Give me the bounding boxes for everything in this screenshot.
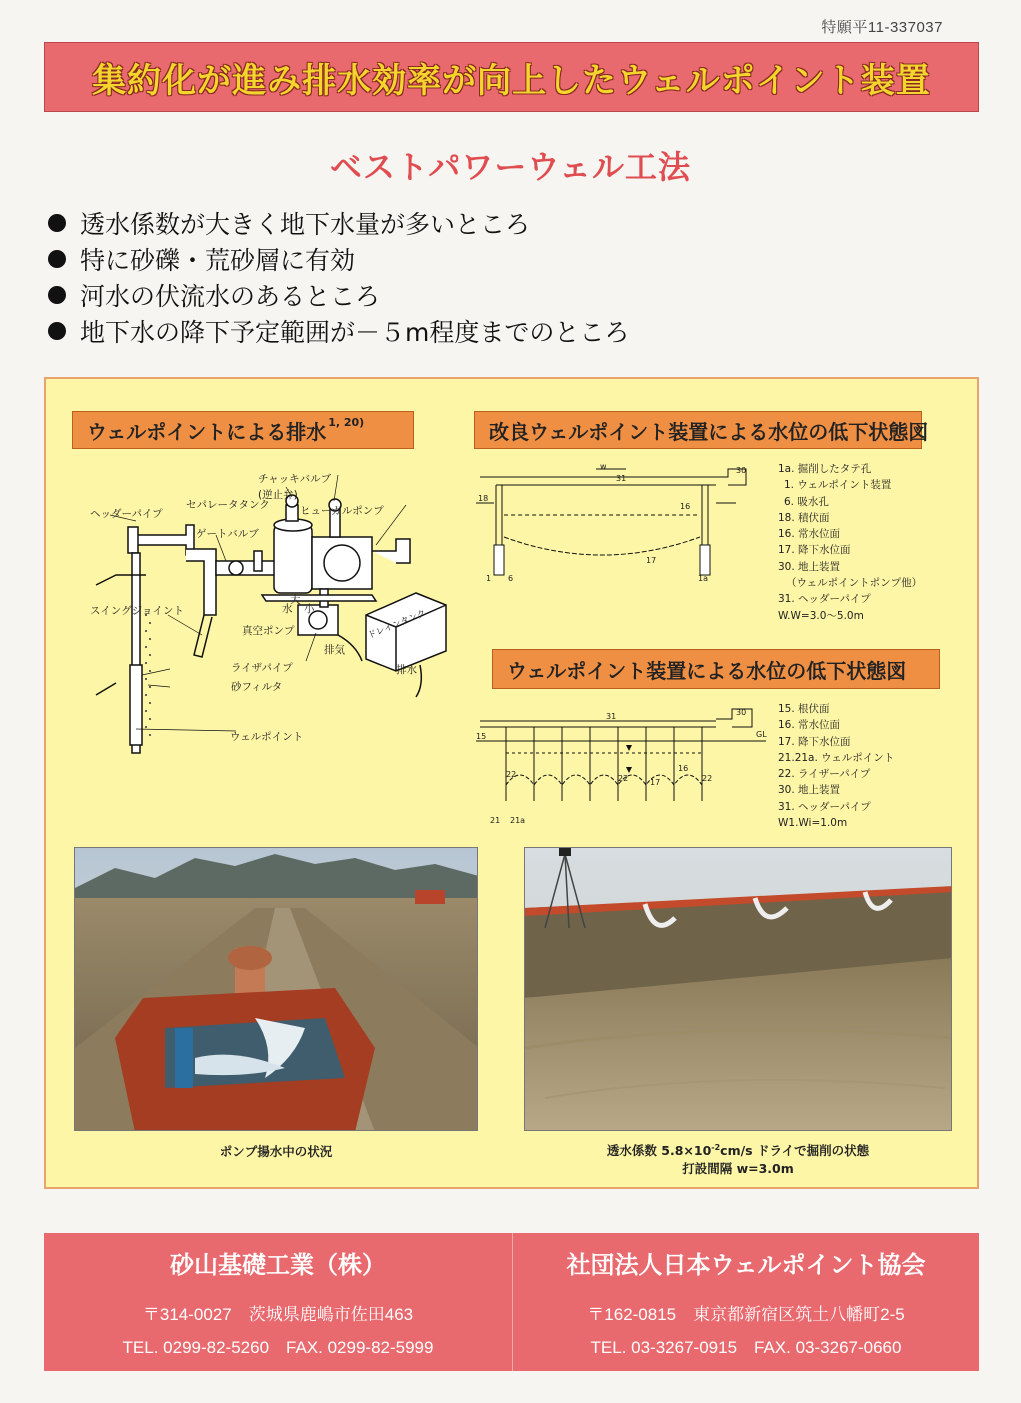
label-vacuum-pump: 真空ポンプ (242, 625, 295, 637)
label-exhaust: 排気 (324, 644, 345, 656)
list-item (48, 241, 629, 277)
mark-17b: 17 (650, 778, 661, 787)
label-drainage: 排水 (396, 664, 417, 676)
list-item-text: 地下水の降下予定範囲が－５m程度までのところ (80, 318, 630, 347)
label-check-valve-sub: (逆止弁) (258, 489, 298, 501)
company-address: 〒314-0027 茨城県鹿嶋市佐田463 (142, 1305, 414, 1324)
list-item (48, 313, 629, 349)
label-sand-filter: 砂フィルタ (231, 681, 283, 693)
list-item-text: 河水の伏流水のあるところ (80, 282, 381, 311)
list-item (48, 205, 629, 241)
label-riser-pipe: ライザパイプ (231, 662, 293, 674)
label-well-point: ウェルポイント (230, 731, 304, 743)
page-subtitle: ベストパワーウェル工法 (329, 148, 692, 186)
footer-left-company (44, 1233, 512, 1371)
legend-item: 30. 地上装置 (778, 784, 841, 797)
pump-scene-image (75, 848, 478, 1131)
title-banner (44, 42, 979, 112)
company-phone: TEL. 0299-82-5260 FAX. 0299-82-5999 (122, 1338, 434, 1357)
bullet-icon (48, 214, 66, 232)
mark-17: 17 (646, 556, 657, 565)
label-small: 小 (304, 603, 315, 615)
mark-6: 6 (508, 574, 514, 583)
label-drain-tank: ドレインタンク (366, 608, 428, 642)
section-title: 改良ウェルポイント装置による水位の低下状態図 (489, 419, 929, 444)
legend-item: 22. ライザーパイプ (778, 768, 871, 781)
mark-22: 22 (506, 770, 517, 779)
section-label-improved-diagram (474, 411, 929, 449)
caption-right (524, 1139, 952, 1178)
legend-item: 17. 降下水位面 (778, 735, 851, 748)
caption-exponent: -2 (711, 1143, 721, 1152)
section-label-standard-diagram (492, 649, 940, 689)
footer-right-association (513, 1233, 979, 1371)
legend-item: 30. 地上装置 (778, 560, 841, 573)
label-large: 大 (290, 594, 301, 606)
photo-pump-discharge (74, 847, 478, 1131)
mark-21: 21 (490, 816, 501, 825)
reference-mark: 1, 20) (328, 416, 365, 429)
bullet-icon (48, 286, 66, 304)
mark-16b: 16 (678, 764, 689, 773)
mark-1: 1 (486, 574, 492, 583)
caption-right-line2: 打設間隔 w=3.0m (682, 1161, 794, 1177)
legend-item: 31. ヘッダーパイプ (778, 593, 871, 606)
legend-item: （ウェルポイントポンプ他） (786, 577, 923, 590)
caption-left: ポンプ揚水中の状況 (219, 1144, 333, 1159)
legend-item: 31. ヘッダーパイプ (778, 800, 871, 813)
mark-1a: 1a (698, 574, 708, 583)
mark-30b: 30 (736, 708, 747, 717)
illustration-panel (44, 377, 979, 1189)
legend-item: 17. 降下水位面 (778, 544, 851, 557)
label-centrifugal-pump: ヒューガルポンプ (300, 505, 384, 517)
association-name: 社団法人日本ウェルポイント協会 (566, 1251, 926, 1279)
association-phone: TEL. 03-3267-0915 FAX. 03-3267-0660 (590, 1338, 902, 1357)
mark-22b: 22 (618, 774, 629, 783)
list-item (48, 277, 629, 313)
section-label-wellpoint-drainage (72, 411, 414, 449)
mark-30: 30 (736, 466, 747, 475)
mark-18: 18 (478, 494, 489, 503)
mark-w: w (600, 462, 607, 471)
label-header-pipe: ヘッダーパイプ (90, 508, 163, 520)
caption-right-line1 (524, 1139, 952, 1160)
legend-item: 18. 積伏面 (778, 511, 830, 524)
footer-contact (44, 1233, 979, 1371)
legend-item: W1.Wi=1.0m (778, 817, 848, 830)
legend-item: 16. 常水位面 (778, 528, 841, 541)
excavation-scene-image (525, 848, 952, 1131)
list-item-text: 透水係数が大きく地下水量が多いところ (80, 210, 531, 239)
legend-item: 6. 吸水孔 (784, 495, 829, 508)
mark-21a: 21a (510, 816, 526, 825)
mark-gl: GL (756, 730, 767, 739)
patent-number: 特願平11-337037 (821, 19, 943, 36)
label-check-valve: チャッキバルブ (258, 473, 332, 485)
legend-standard (778, 701, 894, 831)
company-name: 砂山基礎工業（株） (170, 1251, 386, 1279)
label-separator-tank: セパレータタンク (186, 499, 270, 511)
section-title: ウェルポイントによる排水 (87, 419, 327, 444)
feature-list (48, 205, 629, 349)
caption-text: cm/s ドライで掘削の状態 (720, 1143, 870, 1159)
legend-improved (778, 461, 922, 624)
section-title: ウェルポイント装置による水位の低下状態図 (507, 658, 907, 683)
legend-item: 15. 根伏面 (778, 703, 830, 715)
banner-title: 集約化が進み排水効率が向上したウェルポイント装置 (92, 60, 931, 101)
mark-31: 31 (616, 474, 627, 483)
legend-item: 21.21a. ウェルポイント (778, 751, 895, 764)
label-water: 水 (282, 603, 293, 615)
legend-item: 16. 常水位面 (778, 719, 841, 732)
mark-22c: 22 (702, 774, 713, 783)
association-address: 〒162-0815 東京都新宿区筑土八幡町2-5 (587, 1305, 905, 1324)
mark-31b: 31 (606, 712, 617, 721)
label-gate-valve: ゲートバルブ (196, 528, 259, 540)
bullet-icon (48, 322, 66, 340)
mark-16: 16 (680, 502, 691, 511)
list-item-text: 特に砂礫・荒砂層に有効 (80, 246, 356, 275)
photo-excavation (524, 847, 952, 1131)
label-swing-joint: スイングジョイント (90, 605, 184, 617)
legend-item: 1. ウェルポイント装置 (784, 479, 892, 492)
mark-15: 15 (476, 732, 487, 741)
bullet-icon (48, 250, 66, 268)
legend-item: W.W=3.0～5.0m (778, 609, 864, 622)
legend-item: 1a. 掘削したタテ孔 (778, 463, 872, 475)
caption-text: 透水係数 5.8×10 (606, 1143, 712, 1159)
